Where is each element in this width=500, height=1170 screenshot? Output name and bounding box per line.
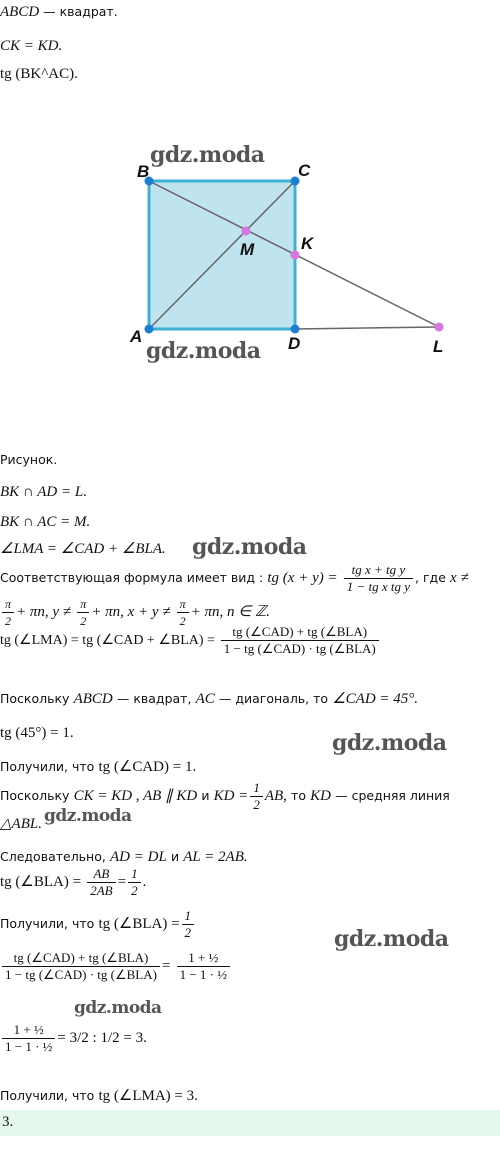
point-l [435,323,444,332]
step-9: Получили, что tg (∠CAD) = 1. [0,759,197,775]
given-square-math: ABCD [0,4,40,20]
step-13: Получили, что tg (∠BLA) = $\frac{1}{2}$ [0,908,196,941]
given-square-text: — квадрат. [39,4,118,19]
step-15: $\frac{\text{1 + ½}}{\text{1 − 1 · ½}}$ = 3/2 : 1/2 = 3. [0,1022,147,1055]
step-2: BK ∩ AC = M. [0,514,91,530]
label-a: A [130,327,143,346]
step-14: tg (∠CAD) + tg (∠BLA) 1 − tg (∠CAD) · tg (∠BLA) = $\frac{\text{1 + ½}}{\text{1 − 1 · ½}}$ [0,950,232,983]
step-3: ∠LMA = ∠CAD + ∠BLA. [0,541,166,557]
step-10: Поскольку CK = KD , AB ∥ KD и KD = $\frac{1}{2}$ AB, то KD — средняя линия [0,780,450,812]
point-k [291,251,300,260]
figure-caption: Рисунок. [0,452,58,467]
step-7: Поскольку ABCD — квадрат, AC — диагональ, то ∠CAD = 45°. [0,691,419,707]
step-16: Получили, что tg (∠LMA) = 3. [0,1088,198,1104]
step-12: tg (∠BLA) = $\frac{AB}{2AB}$ = $\frac{1}{2}$ . [0,866,147,898]
watermark-4: gdz.moda [332,730,447,756]
formula-fraction: $\frac{\text{tg x + tg y}}{\text{1 − tg x tg y}}$ [344,562,413,595]
answer-box [0,1110,500,1136]
label-m: M [240,240,255,259]
label-b: B [137,162,150,181]
given-line-1 [0,4,118,21]
step-6: tg (∠LMA) = tg (∠CAD + ∠BLA) = tg (∠CAD) + tg (∠BLA) 1 − tg (∠CAD) · tg (∠BLA) [0,624,381,657]
step-4: Соответствующая формула имеет вид : tg (x + y) = $\frac{\text{tg x + tg y}}{\text{1 − tg x tg y}}$ , где x ≠ [0,562,469,594]
label-l: L [433,337,444,356]
step-1: BK ∩ AD = L. [0,484,87,500]
answer-value: 3. [2,1114,14,1130]
given-line-2: CK = KD. [0,38,63,54]
watermark-3: gdz.moda [192,534,307,560]
watermark-5: gdz.moda [44,806,132,826]
watermark-6: gdz.moda [334,926,449,952]
watermark-1: gdz.moda [150,142,265,168]
step-5: $\frac{\pi}{2}$ + πn, y ≠ $\frac{\pi}{2}$ + πn, x + y ≠ $\frac{\pi}{2}$ + πn, n ∈ ℤ. [0,596,270,629]
label-d: D [288,334,301,353]
step-11: Следовательно, AD = DL и AL = 2AB. [0,849,248,865]
vertex-a [145,325,154,334]
watermark-7: gdz.moda [74,998,162,1018]
step-10b: △ABL. [0,816,42,832]
segment-dl [295,327,439,329]
given-line-3: tg (BK^AC). [0,66,78,82]
label-k: K [301,234,314,253]
watermark-2: gdz.moda [146,338,261,364]
label-c: C [298,161,311,180]
step-8: tg (45°) = 1. [0,725,74,741]
vertex-d [291,325,300,334]
point-m [242,227,251,236]
